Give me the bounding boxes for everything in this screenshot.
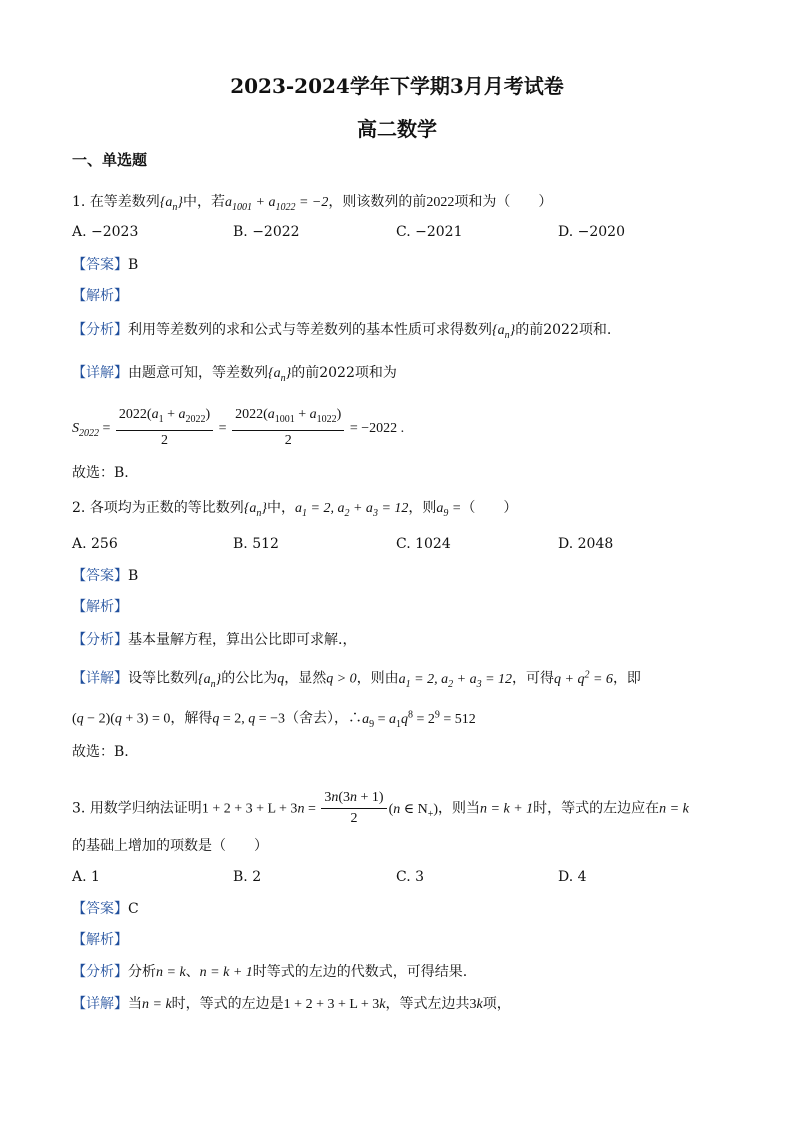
q3-option-d: D. 4	[558, 869, 587, 885]
section-heading: 一、单选题	[72, 151, 148, 169]
q1-number: 1.	[72, 194, 86, 210]
q1-conclusion: 故选：B.	[72, 465, 129, 481]
q1-condition-formula: $a_{1001} + a_{1022} = -2$	[225, 195, 329, 213]
exam-title: 2023-2024学年下学期3月月考试卷	[230, 74, 564, 98]
q3-stem: 3. 用数学归纳法证明1 + 2 + 3 + L + 3n = $\frac{3n(3n + 1)}{2}$ (n ∈ $N_+$)，则当n = k + 1时，等式的左边应在n = k	[72, 790, 689, 826]
answer-label: 【答案】	[72, 257, 128, 273]
q3-fenxi: 【分析】分析n = k、n = k + 1时等式的左边的代数式，可得结果.	[72, 964, 468, 980]
q3-option-c: C. 3	[396, 869, 425, 885]
q2-conclusion: 故选：B.	[72, 744, 129, 760]
q3-option-b: B. 2	[233, 869, 262, 885]
q3-answer: 【答案】C	[72, 901, 139, 917]
q2-option-d: D. 2048	[558, 536, 614, 552]
q2-option-c: C. 1024	[396, 536, 451, 552]
q2-option-b: B. 512	[233, 536, 279, 552]
q1-fenxi: 【分析】利用等差数列的求和公式与等差数列的基本性质可求得数列$\{a_n\}$的前2022项和.	[72, 322, 612, 341]
q1-analysis-label: 【解析】	[72, 288, 128, 304]
q2-analysis-label: 【解析】	[72, 599, 128, 615]
q2-answer: 【答案】B	[72, 568, 139, 584]
q3-option-a: A. 1	[72, 869, 100, 885]
q1-option-c: C. −2021	[396, 224, 463, 240]
q2-stem: 2. 各项均为正数的等比数列$\{a_n\}$中，$a_1 = 2$, $a_2 + a_3 = 12$，则$a_9$ =（ ）	[72, 500, 518, 519]
exam-subtitle: 高二数学	[357, 117, 437, 141]
q1-answer: 【答案】B	[72, 257, 139, 273]
q2-fenxi: 【分析】基本量解方程，算出公比即可求解.，	[72, 632, 357, 648]
q2-condition-formula: $a_1 = 2$, $a_2 + a_3 = 12$	[295, 501, 409, 519]
q2-xiangjie-line2: (q − 2)(q + 3) = 0，解得q = 2, q = −3（舍去），$\therefore a_9 = a_1q^8 = 2^9 = 512$	[72, 709, 476, 730]
q1-option-d: D. −2020	[558, 224, 625, 240]
q1-sum-formula: $S_{2022}$ = $\frac{2022(a_1 + a_{2022})}{2}$ = $\frac{2022(a_{1001} + a_{1022})}{2}$ = −2022 .	[72, 407, 405, 448]
q3-analysis-label: 【解析】	[72, 932, 128, 948]
q1-seq-formula: $\{a_n\}$	[159, 195, 184, 213]
q1-stem: 1. 在等差数列$\{a_n\}$中，若$a_{1001} + a_{1022} = -2$，则该数列的前2022项和为（ ）	[72, 194, 553, 213]
q3-number: 3.	[72, 800, 86, 817]
q1-option-a: A. −2023	[72, 224, 139, 240]
q3-xiangjie: 【详解】当n = k时，等式的左边是1 + 2 + 3 + L + 3k，等式左边共3k项，	[72, 996, 511, 1012]
q3-stem-cont: 的基础上增加的项数是（ ）	[72, 838, 268, 854]
q1-xiangjie: 【详解】由题意可知，等差数列$\{a_n\}$的前2022项和为	[72, 365, 397, 384]
q2-option-a: A. 256	[72, 536, 118, 552]
q1-option-b: B. −2022	[233, 224, 300, 240]
q2-number: 2.	[72, 500, 86, 516]
q2-xiangjie: 【详解】设等比数列$\{a_n\}$的公比为q，显然q > 0，则由$a_1 = 2$, $a_2 + a_3 = 12$，可得$q + q^2 = 6$，即	[72, 669, 641, 690]
